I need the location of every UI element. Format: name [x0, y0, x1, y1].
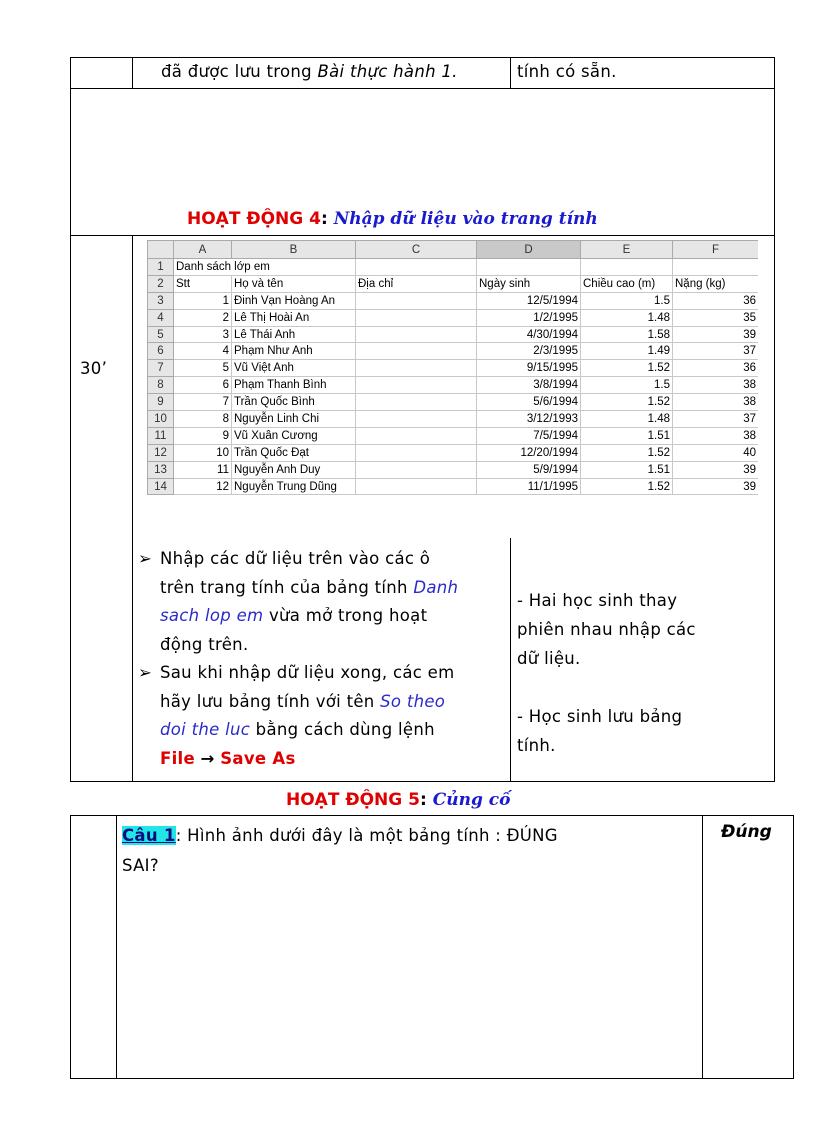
row-number[interactable]: 9 — [148, 394, 174, 411]
row-number[interactable]: 11 — [148, 427, 174, 444]
row-number[interactable]: 5 — [148, 326, 174, 343]
question-text-line2: SAI? — [122, 856, 159, 875]
bullet2-line3: bằng cách dùng lệnh — [250, 720, 435, 739]
student-p2-line1: - Học sinh lưu bảng — [517, 707, 683, 726]
table-row — [148, 309, 759, 326]
cell-birthdate[interactable]: 9/15/1995 — [477, 360, 581, 377]
cell-stt[interactable]: 1 — [174, 292, 232, 309]
activity4-colon: : — [320, 209, 334, 229]
cell-stt[interactable]: 10 — [174, 444, 232, 461]
title-row — [148, 259, 759, 276]
cell-address[interactable] — [356, 309, 477, 326]
column-header-a[interactable]: A — [174, 241, 232, 259]
bullet-arrow-icon: ➢ — [138, 549, 153, 568]
cell-height[interactable]: 1.51 — [581, 461, 673, 478]
activity5-title: Củng cố — [432, 790, 511, 810]
cell-stt[interactable]: 7 — [174, 394, 232, 411]
cell-birthdate[interactable]: 5/6/1994 — [477, 394, 581, 411]
column-header-c[interactable]: C — [356, 241, 477, 259]
cell-weight[interactable]: 39 — [673, 326, 759, 343]
cell-name[interactable]: Phạm Như Anh — [232, 343, 356, 360]
cell-name[interactable]: Lê Thị Hoài An — [232, 309, 356, 326]
table-row — [148, 427, 759, 444]
cell-stt[interactable]: 2 — [174, 309, 232, 326]
cell-stt[interactable]: 11 — [174, 461, 232, 478]
cell-name[interactable]: Nguyễn Linh Chi — [232, 411, 356, 428]
cell-weight[interactable]: 39 — [673, 478, 759, 495]
question-text: : Hình ảnh dưới đây là một bảng tính : ĐÚNG — [175, 826, 558, 845]
activity5-label: HOẠT ĐỘNG 5 — [286, 790, 420, 810]
cell-height[interactable]: 1.52 — [581, 478, 673, 495]
cell-stt[interactable]: 9 — [174, 427, 232, 444]
cell-address[interactable] — [356, 444, 477, 461]
cell-birthdate[interactable]: 4/30/1994 — [477, 326, 581, 343]
bullet1-line1: Nhập các dữ liệu trên vào các ô — [160, 549, 431, 568]
table-row — [148, 411, 759, 428]
row-number[interactable]: 12 — [148, 444, 174, 461]
table-row — [148, 377, 759, 394]
student-p1-line1: - Hai học sinh thay — [517, 591, 678, 610]
cell-address[interactable] — [356, 377, 477, 394]
time-label: 30’ — [80, 359, 108, 378]
cell-address[interactable] — [356, 478, 477, 495]
cell-address[interactable] — [356, 461, 477, 478]
top-row-text-plain: đã được lưu trong — [161, 62, 318, 81]
bullet1-line4: động trên. — [160, 634, 249, 654]
cell[interactable] — [356, 259, 477, 276]
cell-height[interactable]: 1.52 — [581, 360, 673, 377]
bullet1-filename-part1: Danh — [413, 577, 459, 597]
bullet-arrow-icon: ➢ — [138, 663, 153, 682]
header-cell-address[interactable]: Địa chỉ — [356, 275, 477, 292]
table-row — [148, 343, 759, 360]
cell-weight[interactable]: 37 — [673, 411, 759, 428]
activity4-label: HOẠT ĐỘNG 4 — [187, 209, 321, 229]
cell-name[interactable]: Trần Quốc Đạt — [232, 444, 356, 461]
cell-name[interactable]: Vũ Xuân Cương — [232, 427, 356, 444]
row-number[interactable]: 4 — [148, 309, 174, 326]
header-cell-name[interactable]: Họ và tên — [232, 275, 356, 292]
cell-weight[interactable]: 40 — [673, 444, 759, 461]
table-row — [148, 326, 759, 343]
cell-weight[interactable]: 35 — [673, 309, 759, 326]
question-answer: Đúng — [721, 822, 772, 842]
cell[interactable] — [673, 259, 759, 276]
activity5-colon: : — [419, 790, 433, 810]
cell-birthdate[interactable]: 7/5/1994 — [477, 427, 581, 444]
row-number[interactable]: 10 — [148, 411, 174, 428]
cell-stt[interactable]: 8 — [174, 411, 232, 428]
cell-weight[interactable]: 36 — [673, 360, 759, 377]
cell-weight[interactable]: 38 — [673, 394, 759, 411]
cell-address[interactable] — [356, 427, 477, 444]
bullet2-filename-part2: doi the luc — [160, 720, 251, 739]
row-number[interactable]: 1 — [148, 259, 174, 276]
cell-birthdate[interactable]: 3/8/1994 — [477, 377, 581, 394]
corner-cell[interactable] — [148, 241, 174, 259]
cell-height[interactable]: 1.49 — [581, 343, 673, 360]
menu-save-as: Save As — [220, 748, 296, 768]
table-row — [148, 478, 759, 495]
activity5-heading — [286, 790, 510, 810]
bullet2-line2: hãy lưu bảng tính với tên — [160, 691, 381, 711]
menu-file: File — [160, 748, 195, 768]
cell-address[interactable] — [356, 292, 477, 309]
table-row — [148, 461, 759, 478]
student-p1-line2: phiên nhau nhập các — [517, 620, 696, 639]
cell-height[interactable]: 1.58 — [581, 326, 673, 343]
cell-stt[interactable]: 5 — [174, 360, 232, 377]
row-number[interactable]: 2 — [148, 275, 174, 292]
column-header-row — [148, 241, 759, 259]
cell-weight[interactable]: 38 — [673, 427, 759, 444]
cell-name[interactable]: Đinh Vạn Hoàng An — [232, 292, 356, 309]
cell-name[interactable]: Vũ Việt Anh — [232, 360, 356, 377]
cell-birthdate[interactable]: 2/3/1995 — [477, 343, 581, 360]
cell-name[interactable]: Lê Thái Anh — [232, 326, 356, 343]
cell-birthdate[interactable]: 1/2/1995 — [477, 309, 581, 326]
row-number[interactable]: 14 — [148, 478, 174, 495]
bullet1-line3: vừa mở trong hoạt — [263, 606, 428, 625]
cell-height[interactable]: 1.48 — [581, 309, 673, 326]
table-row — [148, 444, 759, 461]
cell[interactable] — [581, 259, 673, 276]
row-number[interactable]: 7 — [148, 360, 174, 377]
cell-stt[interactable]: 3 — [174, 326, 232, 343]
cell-address[interactable] — [356, 411, 477, 428]
cell-address[interactable] — [356, 343, 477, 360]
row-number[interactable]: 6 — [148, 343, 174, 360]
cell-height[interactable]: 1.5 — [581, 377, 673, 394]
cell-name[interactable]: Nguyễn Anh Duy — [232, 461, 356, 478]
column-header-e[interactable]: E — [581, 241, 673, 259]
spreadsheet — [147, 240, 758, 538]
cell-weight[interactable]: 37 — [673, 343, 759, 360]
student-p2-line2: tính. — [517, 736, 556, 755]
row-number[interactable]: 8 — [148, 377, 174, 394]
column-header-d[interactable]: D — [477, 241, 581, 259]
sheet-title-cell[interactable]: Danh sách lớp em — [174, 259, 356, 276]
top-row-text-italic: Bài thực hành 1. — [317, 62, 458, 81]
header-row — [148, 275, 759, 292]
cell-height[interactable]: 1.48 — [581, 411, 673, 428]
bullet1-line2: trên trang tính của bảng tính — [160, 577, 414, 597]
question-1 — [122, 821, 697, 881]
cell-birthdate[interactable]: 12/5/1994 — [477, 292, 581, 309]
column-header-f[interactable]: F — [673, 241, 759, 259]
column-header-b[interactable]: B — [232, 241, 356, 259]
arrow-right-icon: → — [200, 748, 215, 768]
cell-birthdate[interactable]: 12/20/1994 — [477, 444, 581, 461]
cell-birthdate[interactable]: 3/12/1993 — [477, 411, 581, 428]
cell-name[interactable]: Trần Quốc Bình — [232, 394, 356, 411]
cell-height[interactable]: 1.52 — [581, 394, 673, 411]
cell-height[interactable]: 1.5 — [581, 292, 673, 309]
cell-weight[interactable]: 39 — [673, 461, 759, 478]
cell-birthdate[interactable]: 5/9/1994 — [477, 461, 581, 478]
bullet2-line1: Sau khi nhập dữ liệu xong, các em — [160, 663, 455, 682]
question-label: Câu 1 — [122, 826, 176, 845]
cell-stt[interactable]: 6 — [174, 377, 232, 394]
cell-weight[interactable]: 36 — [673, 292, 759, 309]
activity4-title: Nhập dữ liệu vào trang tính — [333, 209, 598, 229]
teacher-instructions — [138, 545, 508, 773]
top-row-right-text: tính có sẵn. — [517, 62, 617, 81]
bullet1-filename-part2: sach lop em — [160, 606, 264, 625]
header-cell-stt[interactable]: Stt — [174, 275, 232, 292]
bullet2-filename-part1: So theo — [380, 691, 446, 711]
cell-stt[interactable]: 12 — [174, 478, 232, 495]
cell-address[interactable] — [356, 326, 477, 343]
header-cell-weight[interactable]: Nặng (kg) — [673, 275, 759, 292]
cell-address[interactable] — [356, 360, 477, 377]
cell-name[interactable]: Nguyễn Trung Dũng — [232, 478, 356, 495]
table-row — [148, 292, 759, 309]
cell-name[interactable]: Phạm Thanh Bình — [232, 377, 356, 394]
cell-height[interactable]: 1.52 — [581, 444, 673, 461]
top-row-text — [161, 62, 458, 81]
student-p1-line3: dữ liệu. — [517, 649, 581, 668]
header-cell-height[interactable]: Chiều cao (m) — [581, 275, 673, 292]
row-number[interactable]: 13 — [148, 461, 174, 478]
cell-address[interactable] — [356, 394, 477, 411]
header-cell-birthdate[interactable]: Ngày sinh — [477, 275, 581, 292]
table-row — [148, 394, 759, 411]
cell-weight[interactable]: 38 — [673, 377, 759, 394]
table-row — [148, 360, 759, 377]
activity4-heading — [187, 209, 598, 229]
cell[interactable] — [477, 259, 581, 276]
cell-birthdate[interactable]: 11/1/1995 — [477, 478, 581, 495]
cell-height[interactable]: 1.51 — [581, 427, 673, 444]
row-number[interactable]: 3 — [148, 292, 174, 309]
cell-stt[interactable]: 4 — [174, 343, 232, 360]
student-activity — [517, 586, 769, 760]
